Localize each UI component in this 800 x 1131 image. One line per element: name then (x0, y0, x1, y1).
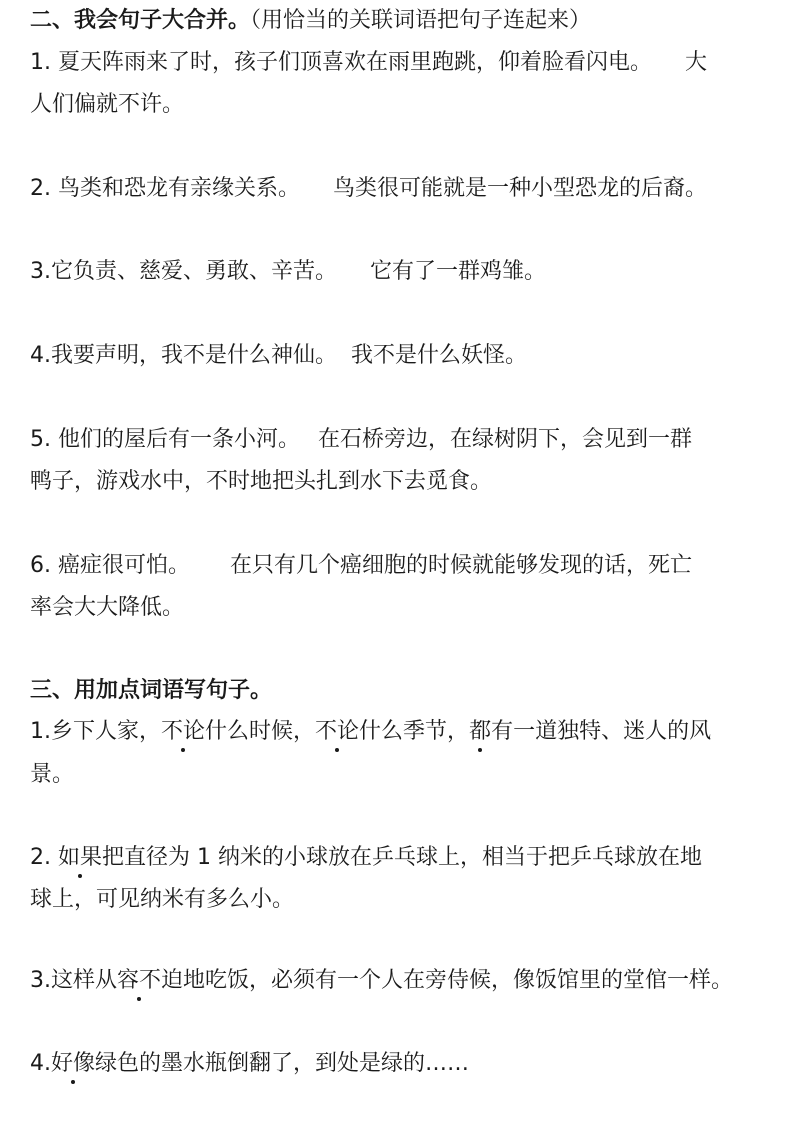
s2-item2-line1: 2. 鸟类和恐龙有亲缘关系。 鸟类很可能就是一种小型恐龙的后裔。 (30, 176, 707, 201)
s3-item2-line1 (30, 843, 702, 873)
section3-heading: 三、用加点词语写句子。 (30, 678, 273, 703)
s3-item4-line1 (30, 1049, 469, 1079)
s3-item2-text: 2. (30, 845, 58, 870)
s3-item1-text: 什么季节， (359, 719, 470, 744)
s3-item1-line2: 景。 (30, 762, 75, 787)
s2-item5-line2: 鸭子，游戏水中，不时地把头扎到水下去觅食。 (30, 469, 493, 494)
s2-item3-line1: 3.它负责、慈爱、勇敢、辛苦。 它有了一群鸡雏。 (30, 259, 546, 284)
section2-heading-title: 二、我会句子大合并。 (30, 8, 251, 33)
s2-item1-line2: 人们偏就不许。 (30, 92, 185, 117)
s3-item3-text: 地吃饭，必须有一个人在旁侍候，像饭馆里的堂倌一样。 (183, 968, 734, 993)
section2-heading-note: （用恰当的关联词语把句子连起来） (250, 8, 592, 33)
s3-item4-text: 绿色的墨水瓶倒翻了，到处是绿的…… (95, 1051, 470, 1076)
s3-item1-text: 什么时候， (205, 719, 316, 744)
s2-item6-line2: 率会大大降低。 (30, 595, 185, 620)
section2-heading (30, 6, 591, 36)
s3-item1-text: 1.乡下人家， (30, 719, 161, 744)
dotted-word: 从容不迫 (95, 966, 183, 996)
s3-item1-line1 (30, 717, 711, 747)
dotted-word: 如果 (58, 843, 102, 873)
s2-item1-line1: 1. 夏天阵雨来了时，孩子们顶喜欢在雨里跑跳，仰着脸看闪电。 大 (30, 50, 707, 75)
s2-item6-line1: 6. 癌症很可怕。 在只有几个癌细胞的时候就能够发现的话，死亡 (30, 553, 692, 578)
dotted-word: 不论 (315, 717, 359, 747)
s3-item4-text: 4. (30, 1051, 51, 1076)
s3-item3-line1 (30, 966, 733, 996)
s3-item3-text: 3.这样 (30, 968, 95, 993)
s2-item4-line1: 4.我要声明，我不是什么神仙。 我不是什么妖怪。 (30, 343, 527, 368)
dotted-word: 好像 (51, 1049, 95, 1079)
s3-item1-text: 有一道独特、迷人的风 (491, 719, 712, 744)
s2-item5-line1: 5. 他们的屋后有一条小河。 在石桥旁边，在绿树阴下，会见到一群 (30, 427, 692, 452)
s3-item2-text: 把直径为 1 纳米的小球放在乒乓球上，相当于把乒乓球放在地 (102, 845, 702, 870)
s3-item2-line2: 球上，可见纳米有多么小。 (30, 887, 295, 912)
dotted-word: 都 (469, 717, 491, 747)
dotted-word: 不论 (161, 717, 205, 747)
